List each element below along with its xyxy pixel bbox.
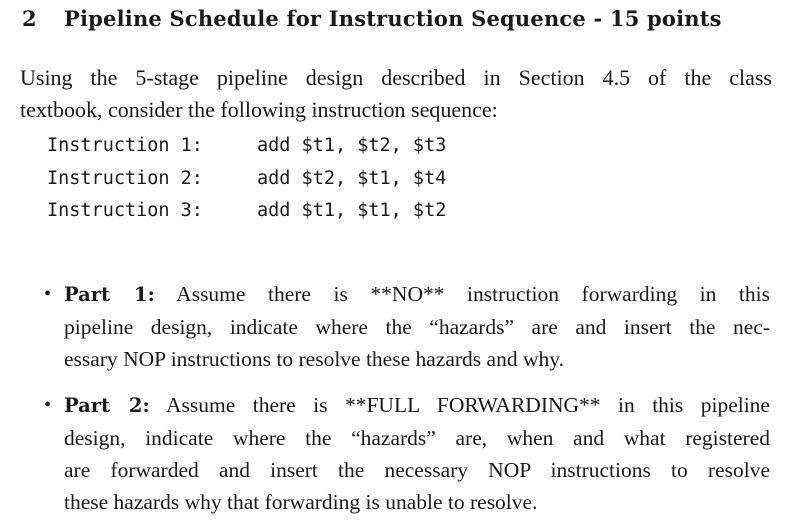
instruction-code: add $t1, $t2, $t3 — [257, 135, 447, 156]
instruction-row-3 — [47, 195, 446, 228]
instruction-code: add $t2, $t1, $t4 — [257, 167, 447, 189]
part-2-text-1: Assume there is **FULL FORWARDING** in this pipeline — [165, 393, 770, 417]
part-1-line-1 — [64, 278, 770, 311]
instruction-row-1 — [47, 130, 446, 163]
section-heading — [22, 6, 722, 31]
part-1-text-1: Assume there is **NO** instruction forwarding in this — [176, 282, 770, 306]
part-2-heading: Part 2: — [64, 394, 150, 417]
parts-list — [40, 278, 770, 518]
bullet-dot-icon: • — [44, 394, 52, 416]
part-1-item — [40, 278, 770, 375]
instruction-row-2 — [47, 163, 446, 196]
instruction-code: add $t1, $t1, $t2 — [257, 200, 447, 221]
part-2-line-1 — [64, 389, 770, 422]
bullet-dot-icon: • — [44, 283, 52, 305]
instruction-sequence — [47, 130, 446, 228]
part-2-line-3: are forwarded and insert the necessary NOP instructions to resolve — [64, 458, 770, 482]
instruction-label: Instruction 2: — [47, 167, 203, 189]
part-1-line-3: essary NOP instructions to resolve these hazards and why. — [64, 347, 564, 371]
part-2-item — [40, 389, 770, 518]
part-1-heading: Part 1: — [64, 283, 155, 306]
instruction-label: Instruction 3: — [47, 200, 203, 221]
part-2-line-2: design, indicate where the “hazards” are, when and what registered — [64, 426, 770, 450]
section-number: 2 — [22, 6, 37, 31]
part-2-line-4: these hazards why that forwarding is unable to resolve. — [64, 490, 538, 514]
intro-paragraph — [20, 62, 772, 126]
section-title: Pipeline Schedule for Instruction Sequence - 15 points — [64, 6, 722, 31]
part-1-line-2: pipeline design, indicate where the “hazards” are and insert the nec- — [64, 315, 770, 339]
intro-line-1: Using the 5-stage pipeline design described in Section 4.5 of the class — [20, 65, 772, 90]
intro-line-2: textbook, consider the following instruction sequence: — [20, 97, 498, 122]
instruction-label: Instruction 1: — [47, 135, 203, 156]
